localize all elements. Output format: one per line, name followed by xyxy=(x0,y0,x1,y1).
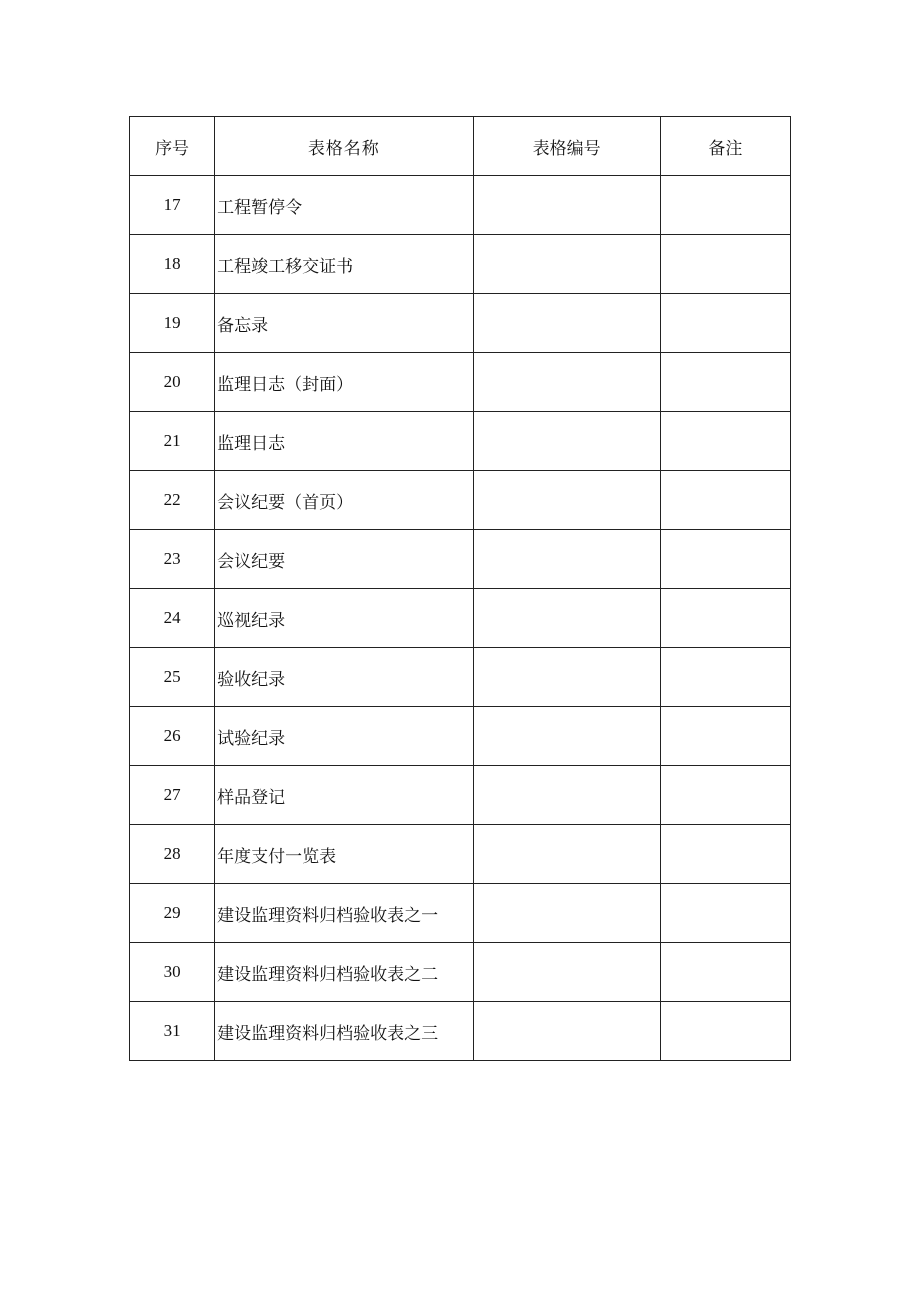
row-note-cell xyxy=(660,589,790,648)
row-code-cell xyxy=(473,412,660,471)
table-row xyxy=(130,412,791,471)
row-name-cell: 建设监理资料归档验收表之二 xyxy=(215,943,473,1002)
row-name-cell: 工程暂停令 xyxy=(215,176,473,235)
row-note-cell xyxy=(660,294,790,353)
table-row xyxy=(130,176,791,235)
row-name-cell: 建设监理资料归档验收表之三 xyxy=(215,1002,473,1061)
row-seq-cell: 19 xyxy=(130,294,215,353)
table-row xyxy=(130,530,791,589)
row-seq-cell: 22 xyxy=(130,471,215,530)
row-note-cell xyxy=(660,943,790,1002)
row-name-cell: 试验纪录 xyxy=(215,707,473,766)
row-name-cell: 年度支付一览表 xyxy=(215,825,473,884)
row-name-cell: 验收纪录 xyxy=(215,648,473,707)
row-seq-cell: 21 xyxy=(130,412,215,471)
row-code-cell xyxy=(473,176,660,235)
table-row xyxy=(130,235,791,294)
row-code-cell xyxy=(473,589,660,648)
row-note-cell xyxy=(660,766,790,825)
table-row xyxy=(130,1002,791,1061)
header-note: 备注 xyxy=(660,117,790,176)
row-seq-cell: 18 xyxy=(130,235,215,294)
table-row xyxy=(130,943,791,1002)
row-code-cell xyxy=(473,1002,660,1061)
row-name-cell: 样品登记 xyxy=(215,766,473,825)
row-seq-cell: 31 xyxy=(130,1002,215,1061)
table-header-row xyxy=(130,117,791,176)
row-name-cell: 会议纪要 xyxy=(215,530,473,589)
row-note-cell xyxy=(660,648,790,707)
row-code-cell xyxy=(473,884,660,943)
header-name: 表格名称 xyxy=(215,117,473,176)
row-note-cell xyxy=(660,176,790,235)
row-note-cell xyxy=(660,707,790,766)
row-code-cell xyxy=(473,825,660,884)
table-row xyxy=(130,884,791,943)
row-code-cell xyxy=(473,353,660,412)
header-seq: 序号 xyxy=(130,117,215,176)
row-name-cell: 备忘录 xyxy=(215,294,473,353)
row-code-cell xyxy=(473,648,660,707)
row-name-cell: 监理日志（封面） xyxy=(215,353,473,412)
row-seq-cell: 20 xyxy=(130,353,215,412)
forms-index-table xyxy=(129,116,791,1061)
table-row xyxy=(130,471,791,530)
row-seq-cell: 24 xyxy=(130,589,215,648)
table-body xyxy=(130,176,791,1061)
table-row xyxy=(130,294,791,353)
table-row xyxy=(130,648,791,707)
table-row xyxy=(130,707,791,766)
row-note-cell xyxy=(660,353,790,412)
row-note-cell xyxy=(660,1002,790,1061)
row-seq-cell: 17 xyxy=(130,176,215,235)
row-seq-cell: 29 xyxy=(130,884,215,943)
row-seq-cell: 25 xyxy=(130,648,215,707)
header-code: 表格编号 xyxy=(473,117,660,176)
row-note-cell xyxy=(660,412,790,471)
table-row xyxy=(130,825,791,884)
row-seq-cell: 28 xyxy=(130,825,215,884)
row-seq-cell: 26 xyxy=(130,707,215,766)
row-note-cell xyxy=(660,825,790,884)
row-code-cell xyxy=(473,294,660,353)
row-code-cell xyxy=(473,235,660,294)
row-name-cell: 监理日志 xyxy=(215,412,473,471)
row-name-cell: 巡视纪录 xyxy=(215,589,473,648)
row-note-cell xyxy=(660,884,790,943)
row-name-cell: 会议纪要（首页） xyxy=(215,471,473,530)
row-seq-cell: 23 xyxy=(130,530,215,589)
row-code-cell xyxy=(473,707,660,766)
row-code-cell xyxy=(473,766,660,825)
row-name-cell: 工程竣工移交证书 xyxy=(215,235,473,294)
row-note-cell xyxy=(660,235,790,294)
row-code-cell xyxy=(473,943,660,1002)
row-code-cell xyxy=(473,530,660,589)
row-note-cell xyxy=(660,471,790,530)
row-code-cell xyxy=(473,471,660,530)
row-seq-cell: 30 xyxy=(130,943,215,1002)
table-row xyxy=(130,766,791,825)
row-name-cell: 建设监理资料归档验收表之一 xyxy=(215,884,473,943)
row-seq-cell: 27 xyxy=(130,766,215,825)
table-row xyxy=(130,353,791,412)
table-row xyxy=(130,589,791,648)
row-note-cell xyxy=(660,530,790,589)
